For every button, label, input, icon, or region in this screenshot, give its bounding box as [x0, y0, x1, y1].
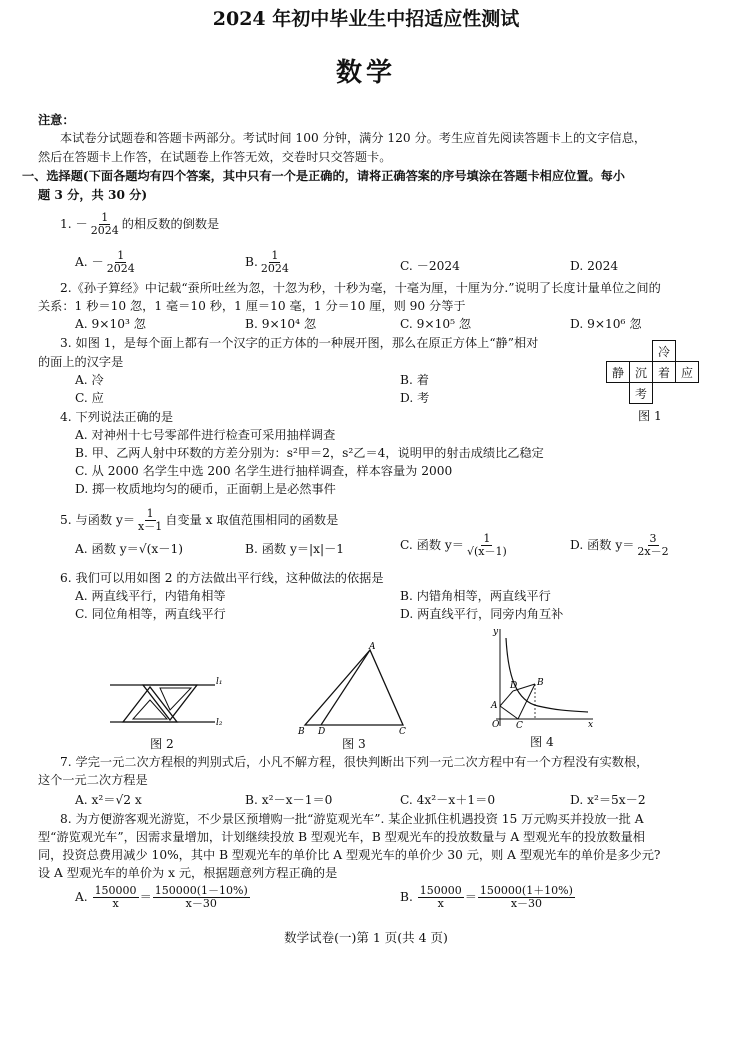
q4-option-d: D. 掷一枚质地均匀的硬币，正面朝上是必然事件 — [75, 482, 336, 496]
net-face: 着 — [653, 362, 676, 383]
q2-option-b: B. 9×10⁴ 忽 — [245, 317, 317, 331]
figure-3-triangle — [295, 640, 415, 735]
q7-option-b: B. x²－x－1＝0 — [245, 793, 333, 807]
label-C4: C — [516, 721, 523, 731]
q4-stem: 4. 下列说法正确的是 — [60, 410, 174, 424]
subject-title: 数学 — [335, 58, 396, 88]
notice-label: 注意： — [38, 113, 75, 127]
figure-2-parallel-lines — [105, 670, 230, 734]
q2-option-d: D. 9×10⁶ 忽 — [570, 317, 642, 331]
notice-line-2: 然后在答题卡上作答，在试题卷上作答无效，交卷时只交答题卡。 — [38, 150, 392, 164]
q5-option-a: A. 函数 y＝√(x－1) — [75, 542, 183, 556]
q1-stem: 1. － $\frac{1}{2024}$ 的相反数的倒数是 — [60, 211, 220, 237]
label-B: B — [298, 727, 305, 735]
label-C: C — [399, 727, 406, 735]
exam-title: 2024 年初中毕业生中招适应性测试 — [212, 8, 520, 30]
q8-stem-3: 同，投资总费用减少 10%，其中 B 型观光车的单价比 A 型观光车的单价少 30 元，则 A 型观光车的单价是多少元? — [38, 848, 661, 862]
q1-option-c: C. －2024 — [400, 259, 460, 273]
section1-heading-1: 一、选择题(下面各题均有四个答案，其中只有一个是正确的，请将正确答案的序号填涂在答题卡相应位置。每小 — [22, 169, 625, 183]
label-l2: l₂ — [216, 718, 223, 728]
cube-net-figure — [606, 340, 699, 404]
label-D: D — [318, 727, 326, 735]
label-A4: A — [491, 701, 498, 711]
q4-option-a: A. 对神州十七号零部件进行检查可采用抽样调查 — [75, 428, 336, 442]
q3-stem-2: 的面上的汉字是 — [38, 355, 124, 369]
net-face-top: 冷 — [653, 341, 676, 362]
label-A: A — [369, 642, 376, 652]
q4-option-b: B. 甲、乙两人射中环数的方差分别为：s²甲＝2，s²乙＝4，说明甲的射击成绩比乙稳定 — [75, 446, 544, 460]
q5-option-d: D. 函数 y＝ $\frac{3}{2x-2}$ — [570, 532, 669, 558]
notice-line-1: 本试卷分试题卷和答题卡两部分。考试时间 100 分钟，满分 120 分。考生应首先阅读答题卡上的文字信息， — [60, 131, 647, 145]
q5-option-c: C. 函数 y＝ $\frac{1}{√(x-1)}$ — [400, 532, 507, 558]
figure-4-hyperbola — [488, 626, 598, 734]
label-D4: D — [510, 681, 518, 691]
figure-3-label: 图 3 — [342, 737, 366, 751]
net-face: 应 — [676, 362, 699, 383]
section1-heading-2: 题 3 分，共 30 分) — [38, 188, 148, 202]
net-face: 沉 — [630, 362, 653, 383]
q3-stem-1: 3. 如图 1，是每个面上都有一个汉字的正方体的一种展开图，那么在原正方体上“静”相对 — [60, 336, 539, 350]
q5-stem: 5. 与函数 y＝ $\frac{1}{x-1}$ 自变量 x 取值范围相同的函数是 — [60, 507, 339, 533]
q3-option-a: A. 冷 — [75, 373, 104, 387]
q2-option-c: C. 9×10⁵ 忽 — [400, 317, 472, 331]
label-x: x — [588, 720, 594, 730]
figure-1-label: 图 1 — [638, 409, 662, 423]
q3-option-d: D. 考 — [400, 391, 430, 405]
q6-option-b: B. 内错角相等，两直线平行 — [400, 589, 551, 603]
q1-option-b: B. $\frac{1}{2024}$ — [245, 249, 289, 275]
q2-option-a: A. 9×10³ 忽 — [75, 317, 146, 331]
q8-stem-4: 设 A 型观光车的单价为 x 元，根据题意列方程正确的是 — [38, 866, 338, 880]
page-footer: 数学试卷(一)第 1 页(共 4 页) — [284, 930, 448, 945]
q3-option-c: C. 应 — [75, 391, 104, 405]
q1-option-a: A. － $\frac{1}{2024}$ — [75, 249, 135, 275]
label-l1: l₁ — [216, 677, 223, 687]
q7-stem-1: 7. 学完一元二次方程根的判别式后，小凡不解方程，很快判断出下列一元二次方程中有一个方程没有实数根， — [60, 755, 649, 769]
q8-stem-1: 8. 为方便游客观光游览，不少景区预增购一批“游览观光车”. 某企业抓住机遇投资 15 万元购买并投放一批 A — [60, 812, 644, 826]
q4-option-c: C. 从 2000 名学生中选 200 名学生进行抽样调查，样本容量为 2000 — [75, 464, 453, 478]
figure-2-label: 图 2 — [150, 737, 174, 751]
label-O: O — [492, 720, 500, 730]
q8-stem-2: 型“游览观光车”，因需求量增加，计划继续投放 B 型观光车，B 型观光车的投放数量与 A 型观光车的投放数量相 — [38, 830, 645, 844]
q6-stem: 6. 我们可以用如图 2 的方法做出平行线，这种做法的依据是 — [60, 571, 384, 585]
q8-option-a: A. $\frac{150000}{x}$ ＝ $\frac{150000(1-10\%)}{x-30}$ — [75, 884, 248, 910]
q3-option-b: B. 着 — [400, 373, 429, 387]
net-face: 静 — [607, 362, 630, 383]
q6-option-d: D. 两直线平行，同旁内角互补 — [400, 607, 564, 621]
q2-stem-2: 关系：1 秒＝10 忽，1 毫＝10 秒，1 厘＝10 毫，1 分＝10 厘，则 90 分等于 — [38, 299, 466, 313]
q7-option-d: D. x²＝5x－2 — [570, 793, 646, 807]
q8-option-b: B. $\frac{150000}{x}$ ＝ $\frac{150000(1+10\%)}{x-30}$ — [400, 884, 573, 910]
figure-4-label: 图 4 — [530, 735, 554, 749]
q6-option-c: C. 同位角相等，两直线平行 — [75, 607, 226, 621]
label-y: y — [493, 627, 499, 637]
q6-option-a: A. 两直线平行，内错角相等 — [75, 589, 226, 603]
net-face-bottom: 考 — [630, 383, 653, 404]
label-B4: B — [537, 678, 544, 688]
q5-option-b: B. 函数 y＝|x|－1 — [245, 542, 345, 556]
q1-option-d: D. 2024 — [570, 259, 619, 273]
q7-option-c: C. 4x²－x＋1＝0 — [400, 793, 496, 807]
q7-option-a: A. x²＝√2 x — [75, 793, 142, 807]
q7-stem-2: 这个一元二次方程是 — [38, 773, 148, 787]
q2-stem-1: 2.《孙子算经》中记载“蚕所吐丝为忽，十忽为秒，十秒为毫，十毫为厘，十厘为分.”说明了长度计量单位之间的 — [60, 281, 661, 295]
